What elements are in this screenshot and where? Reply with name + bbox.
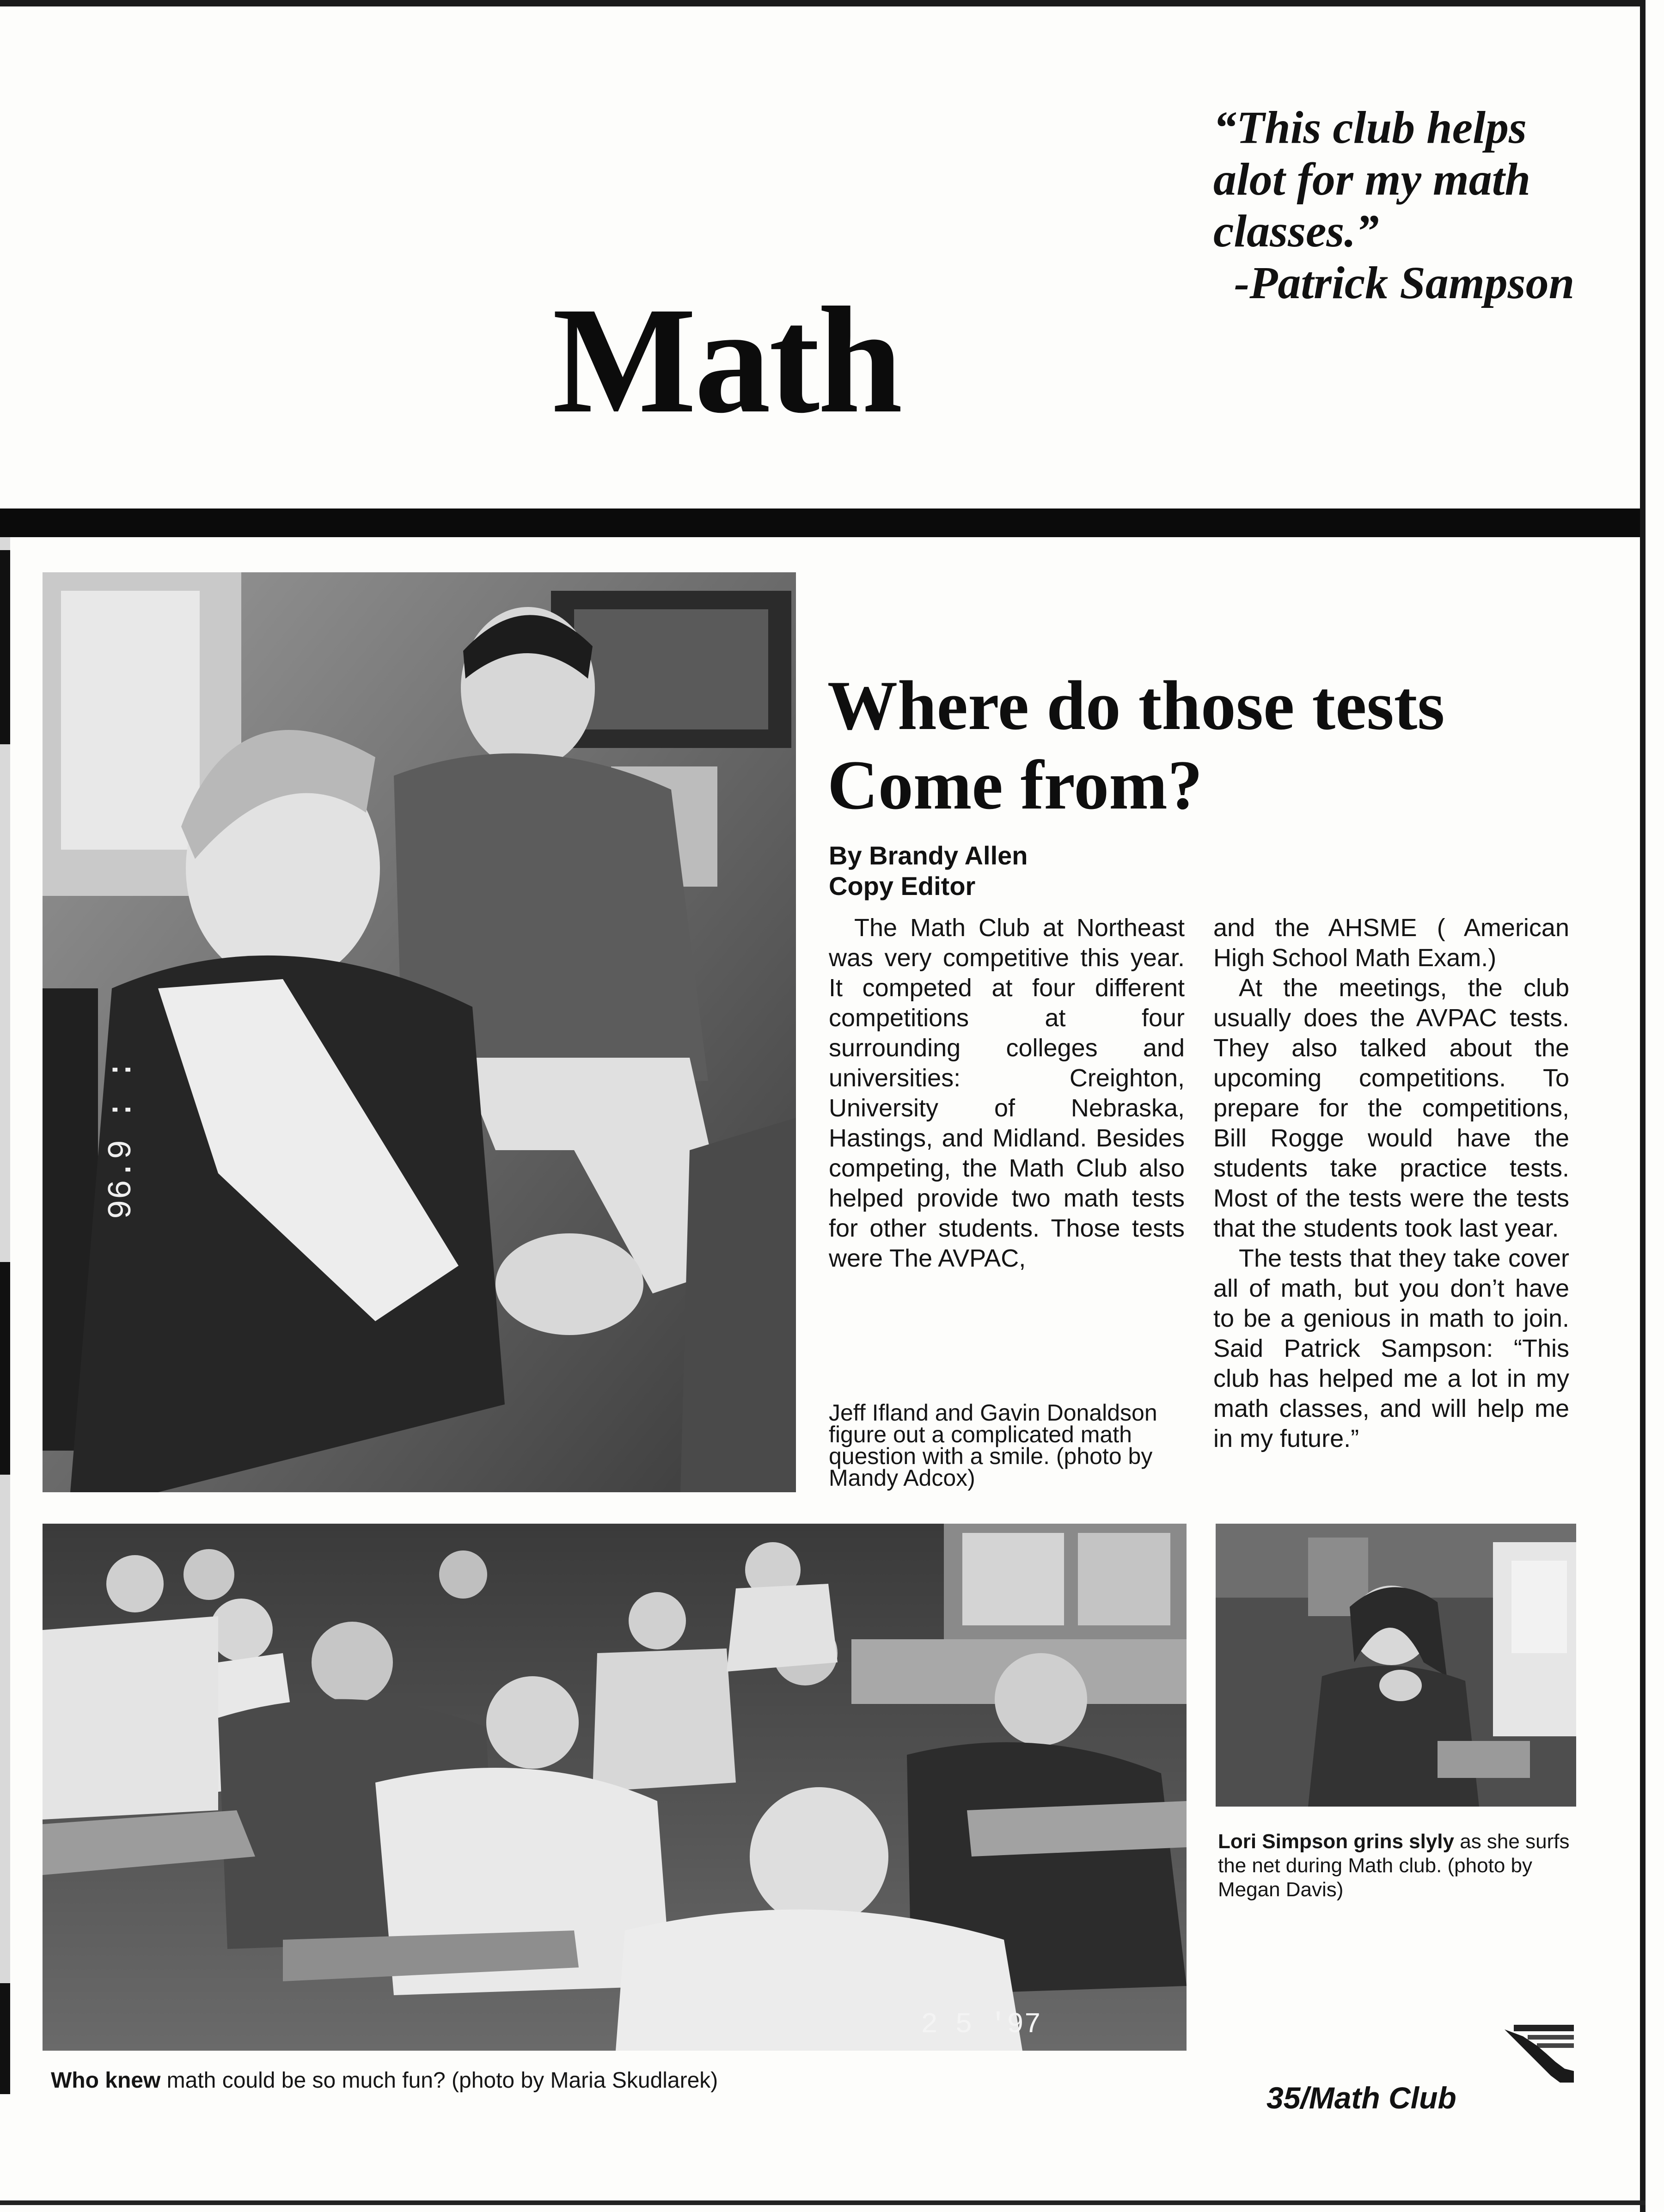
caption-text: math could be so much fun? (photo by Maria Skudlarek): [160, 2068, 718, 2093]
article-paragraph: The Math Club at Northeast was very competitive this year. It competed at four different competitions at four surrounding colleges and universities: Creighton, University of Nebraska, Hastings, and Midland. Besides competing, the Math Club also helped provide two math tests for other students. Those tests were The AVPAC,: [829, 914, 1185, 1272]
quote-line: classes.”: [1213, 205, 1379, 257]
page-title: Math: [552, 276, 901, 445]
pull-quote: [1213, 102, 1611, 309]
caption-lead: Lori Simpson grins slyly: [1218, 1830, 1455, 1853]
article-headline: [827, 666, 1613, 825]
corner-stairs-graphic: [1505, 2025, 1574, 2085]
left-page-edge: [0, 522, 10, 2094]
photo-student-at-computer: [1216, 1524, 1576, 1807]
headline-line: Where do those tests: [827, 667, 1445, 744]
article-column-2: [1213, 913, 1569, 1454]
article-paragraph: The tests that they take cover all of math, but you don’t have to be a genious in math to join. Said Patrick Sampson: “This club has helped me a lot in my math classes, and will help me in my future.”: [1213, 1244, 1569, 1452]
header-rule-bar: [0, 509, 1640, 537]
photo-caption-1: Jeff Ifland and Gavin Donaldson figure out a complicated math question with a smile. (photo by Mandy Adcox): [829, 1400, 1157, 1491]
headline-line: Come from?: [827, 746, 1203, 824]
photo-date-stamp: 96.9 : :: [103, 1060, 141, 1219]
page-folio: 35/Math Club: [1266, 2081, 1456, 2115]
byline-role: Copy Editor: [829, 871, 976, 901]
article-paragraph: and the AHSME ( American High School Math Exam.): [1213, 914, 1569, 972]
quote-line: “This club helps: [1213, 102, 1527, 153]
top-rule: [0, 0, 1646, 6]
caption-lead: Who knew: [51, 2068, 161, 2093]
caption-text: as she surfs the net during Math club. (photo by Megan Davis): [1218, 1830, 1570, 1901]
byline: [829, 840, 1028, 901]
bottom-rule: [0, 2200, 1646, 2205]
byline-author: By Brandy Allen: [829, 841, 1028, 870]
photo-classroom-image: [43, 1524, 1187, 2051]
article-paragraph: At the meetings, the club usually does the AVPAC tests. They also talked about the upcoming competitions. To prepare for the competitions, Bill Rogge would have the students take practice tests. Most of the tests were the tests that the students took last year.: [1213, 974, 1569, 1242]
photo-two-students: [43, 572, 796, 1492]
photo-caption-2: [51, 2069, 883, 2092]
quote-attribution: -Patrick Sampson: [1234, 257, 1575, 308]
photo-classroom: [43, 1524, 1187, 2051]
photo-date-stamp: 2 5 '97: [921, 2008, 1041, 2041]
right-rule: [1640, 0, 1646, 2212]
photo-student-at-computer-image: [1216, 1524, 1576, 1807]
article-column-1: [829, 913, 1185, 1274]
photo-two-students-image: [43, 572, 796, 1492]
photo-caption-3: [1218, 1830, 1578, 1902]
quote-line: alot for my math: [1213, 153, 1531, 205]
